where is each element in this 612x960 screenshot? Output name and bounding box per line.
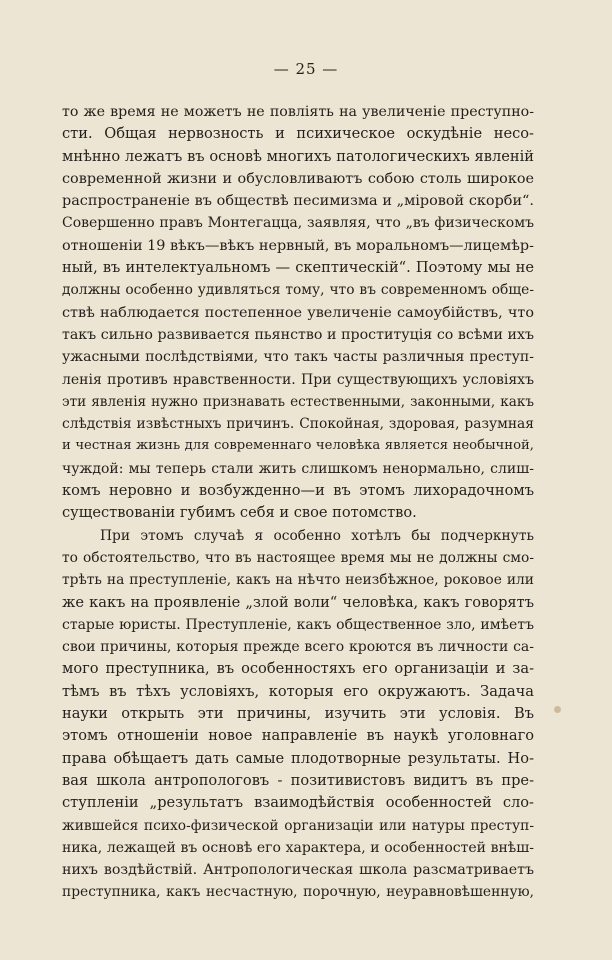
text-line: же какъ на проявленіе „злой воли“ человѣка, какъ говорятъ [62, 593, 534, 611]
text-line: Совершенно правъ Монтегацца, заявляя, что „въ физическомъ [62, 215, 534, 232]
text-line: эти явленія нужно признавать естественными, законными, какъ [62, 393, 534, 410]
text-line: такъ сильно развивается пьянство и проституція со всѣми ихъ [62, 326, 534, 343]
text-line: ужасными послѣдствіями, что такъ часты различныя преступ- [62, 349, 534, 366]
text-line: чуждой: мы теперь стали жить слишкомъ ненормально, слиш- [62, 460, 534, 477]
text-line: ный, въ интелектуальномъ — скептическій“. Поэтому мы не [62, 259, 534, 277]
text-line: нихъ воздѣйствій. Антропологическая школа разсматриваетъ [62, 862, 534, 879]
text-line: комъ неровно и возбужденно—и въ этомъ лихорадочномъ [62, 482, 534, 500]
text-line: то же время не можетъ не повліять на увеличеніе преступно- [62, 104, 534, 120]
text-line: мнѣнно лежатъ въ основѣ многихъ патологическихъ явленій [62, 147, 534, 165]
text-line: и честная жизнь для современнаго человѣка является необычной, [62, 438, 534, 454]
paper-stain [554, 706, 561, 713]
page-number: — 25 — [273, 60, 339, 78]
text-line: должны особенно удивляться тому, что въ современномъ обще- [62, 282, 534, 299]
text-line: ленія противъ нравственности. При существующихъ условіяхъ [62, 371, 534, 388]
text-line: старые юристы. Преступленіе, какъ общественное зло, имѣетъ [62, 616, 534, 633]
paragraph-last-line: существованіи губимъ себя и свое потомство. [62, 504, 417, 522]
text-line: то обстоятельство, что въ настоящее время мы не должны смо- [62, 549, 534, 566]
text-line: ника, лежащей въ основѣ его характера, и особенностей внѣш- [62, 839, 534, 856]
text-line: жившейся психо-физической организаціи или натуры преступ- [62, 817, 534, 834]
body-text [62, 101, 534, 904]
text-line: трѣть на преступленіе, какъ на нѣчто неизбѣжное, роковое или [62, 572, 534, 589]
text-line: современной жизни и обусловливаютъ собою столь широкое [62, 170, 534, 187]
text-line: отношеніи 19 вѣкъ—вѣкъ нервный, въ моральномъ—лицемѣр- [62, 237, 534, 254]
text-line: ствѣ наблюдается постепенное увеличеніе самоубійствъ, что [62, 304, 534, 321]
text-line: мого преступника, въ особенностяхъ его организаціи и за- [62, 660, 534, 678]
text-line: свои причины, которыя прежде всего кроются въ личности са- [62, 639, 534, 656]
text-line: науки открыть эти причины, изучить эти условія. Въ [62, 705, 534, 723]
text-line: распространеніе въ обществѣ песимизма и „міровой скорби“. [62, 193, 534, 210]
text-line: вая школа антропологовъ - позитивистовъ видитъ въ пре- [62, 771, 534, 789]
text-line: сти. Общая нервозность и психическое оскудѣніе несо- [62, 125, 534, 143]
text-line: ступленіи „результатъ взаимодѣйствія особенностей сло- [62, 794, 534, 812]
text-line: тѣмъ въ тѣхъ условіяхъ, которыя его окружаютъ. Задача [62, 682, 534, 700]
text-line: преступника, какъ несчастную, порочную, неуравновѣшенную, [62, 884, 534, 901]
text-line: этомъ отношеніи новое направленіе въ наукѣ уголовнаго [62, 727, 534, 745]
text-line: права обѣщаетъ дать самые плодотворные результаты. Но- [62, 749, 534, 767]
text-line: слѣдствія извѣстныхъ причинъ. Спокойная, здоровая, разумная [62, 416, 534, 433]
paragraph-first-line: При этомъ случаѣ я особенно хотѣлъ бы подчеркнуть [100, 527, 534, 544]
